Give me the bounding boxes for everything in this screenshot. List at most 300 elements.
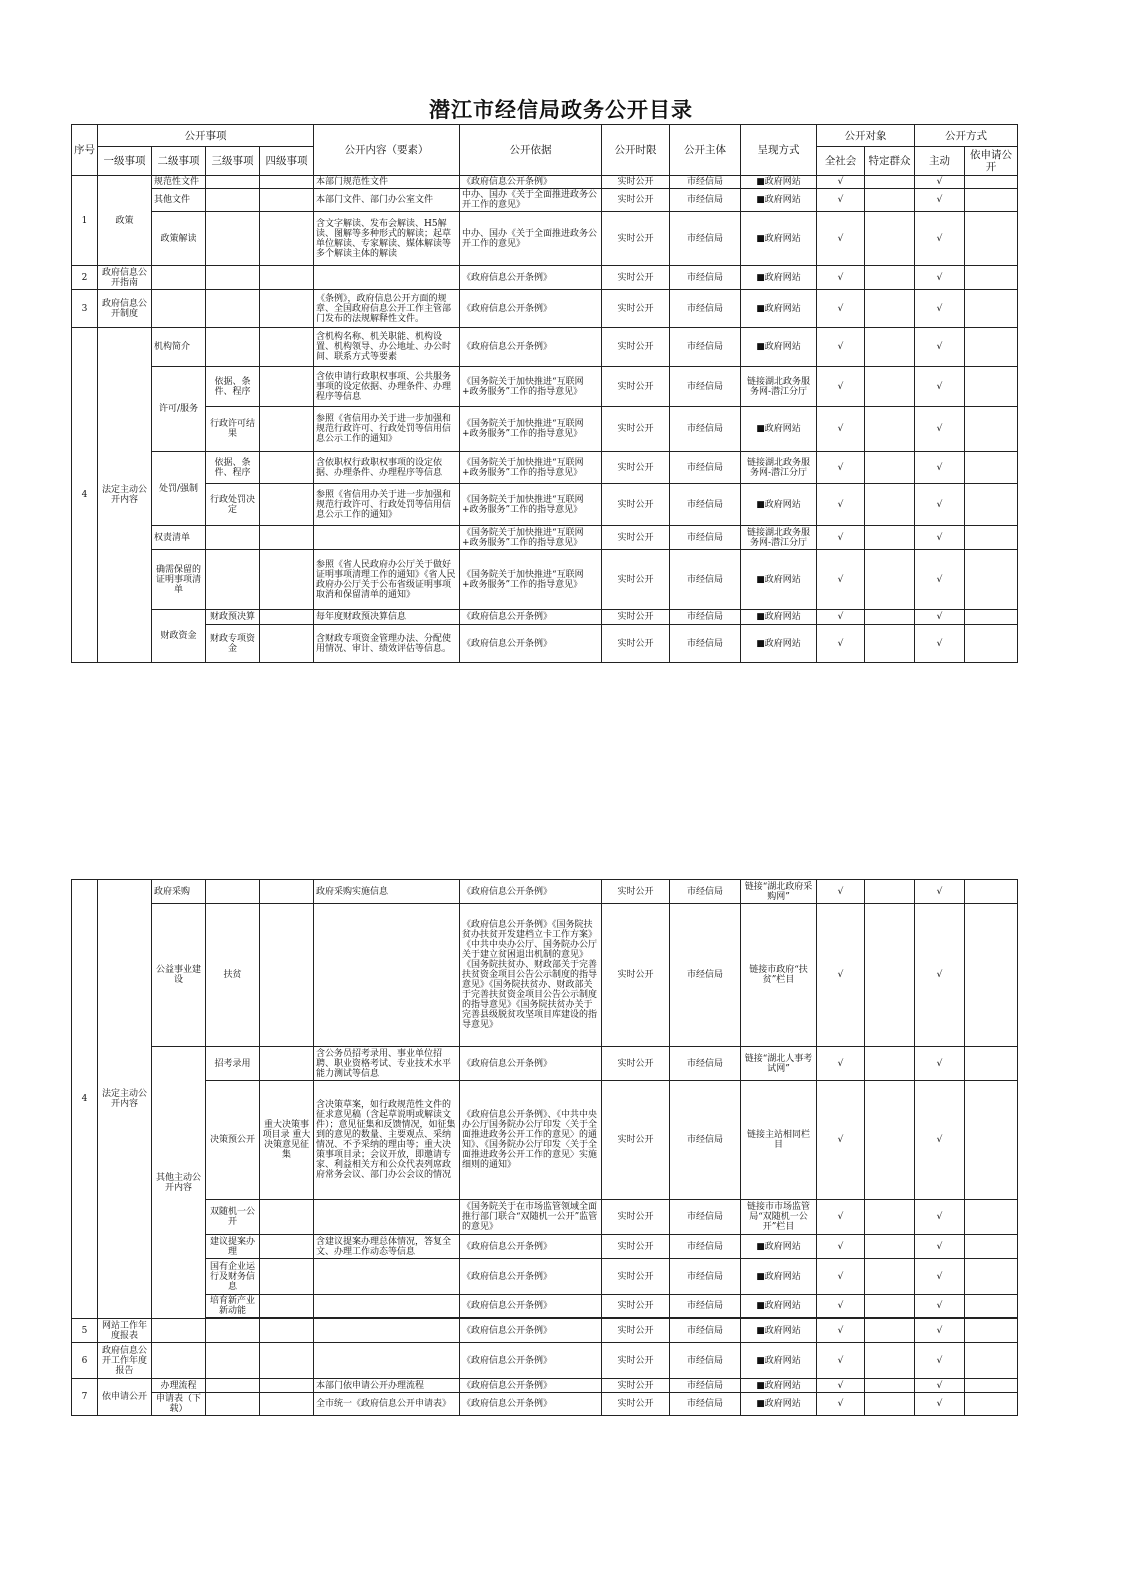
empty-cell [965,880,1018,904]
check-mark: √ [817,1047,865,1081]
row-number: 3 [72,290,98,328]
l3-cell: 培育新产业新动能 [206,1295,260,1318]
table-row [72,328,1018,367]
form-cell: ■政府网站 [741,1235,817,1259]
content-cell: 参照《省信用办关于进一步加强和规范行政许可、行政处罚等信用信息公示工作的通知》 [314,407,460,452]
form-cell: 链接湖北政务服务网-潜江分厅 [741,452,817,484]
l2-cell [152,290,206,328]
l3-cell [206,328,260,367]
l3-cell [206,189,260,212]
l3-cell [206,1379,260,1393]
check-mark: √ [915,610,965,625]
content-cell: 含依申请行政职权事项、公共服务事项的设定依据、办理条件、办理程序等信息 [314,367,460,407]
l4-cell [260,1319,314,1343]
table-row [72,1235,1018,1259]
l4-cell [260,1343,314,1379]
l4-cell [260,1393,314,1416]
check-mark: √ [817,266,865,290]
time-cell: 实时公开 [602,290,670,328]
l3-cell: 国有企业运行及财务信息 [206,1259,260,1295]
form-cell: ■政府网站 [741,328,817,367]
table-row [72,290,1018,328]
empty-cell [865,266,915,290]
form-cell: 链接“湖北人事考试网” [741,1047,817,1081]
header-seq: 序号 [72,125,98,176]
header-l2: 二级事项 [152,147,206,176]
content-cell: 含公务员招考录用、事业单位招聘、职业资格考试、专业技术水平能力测试等信息 [314,1047,460,1081]
table-row [72,1319,1018,1343]
time-cell: 实时公开 [602,1319,670,1343]
empty-cell [865,484,915,526]
check-mark: √ [915,1379,965,1393]
table-row [72,266,1018,290]
empty-cell [965,1235,1018,1259]
time-cell: 实时公开 [602,367,670,407]
table-row [72,1379,1018,1393]
subject-cell: 市经信局 [670,904,741,1047]
l2-cell: 申请表（下载） [152,1393,206,1416]
check-mark: √ [817,550,865,610]
row-number: 4 [72,880,98,1319]
subject-cell: 市经信局 [670,1343,741,1379]
time-cell: 实时公开 [602,526,670,550]
l1-cell: 依申请公开 [98,1379,152,1416]
row-number: 4 [72,328,98,663]
page-title: 潜江市经信局政务公开目录 [429,97,693,122]
row-number: 6 [72,1343,98,1379]
table-row [72,176,1018,189]
form-cell: ■政府网站 [741,176,817,189]
empty-cell [865,625,915,663]
check-mark: √ [915,625,965,663]
l4-cell [260,1295,314,1318]
check-mark: √ [817,189,865,212]
basis-cell: 《政府信息公开条例》 [460,290,602,328]
form-cell: 链接市市场监管局“双随机一公开”栏目 [741,1200,817,1235]
time-cell: 实时公开 [602,904,670,1047]
empty-cell [965,484,1018,526]
l3-cell: 决策预公开 [206,1081,260,1200]
form-cell: 链接市政府“扶贫”栏目 [741,904,817,1047]
l3-cell [206,880,260,904]
empty-cell [965,367,1018,407]
subject-cell: 市经信局 [670,212,741,266]
table-row [72,904,1018,1047]
l4-cell [260,1379,314,1393]
check-mark: √ [915,484,965,526]
l2-cell [152,266,206,290]
check-mark: √ [817,328,865,367]
subject-cell: 市经信局 [670,1379,741,1393]
catalog-table-page-1 [71,124,1018,663]
form-cell: ■政府网站 [741,266,817,290]
form-cell: 链接“湖北政府采购网” [741,880,817,904]
time-cell: 实时公开 [602,176,670,189]
empty-cell [865,880,915,904]
check-mark: √ [915,1200,965,1235]
empty-cell [865,1259,915,1295]
subject-cell: 市经信局 [670,290,741,328]
l1-cell: 法定主动公开内容 [98,328,152,663]
basis-cell: 《政府信息公开条例》《国务院扶贫办扶贫开发建档立卡工作方案》《中共中央办公厅、国务院办公厅关于建立贫困退出机制的意见》《国务院扶贫办、财政部关于完善扶贫资金项目公告公示制度的指导意见》《国务院扶贫办、财政部关于完善扶贫资金项目公告公示制度的指导意见》《国务院扶贫办关于完善县级脱贫攻坚项目库建设的指导意见》 [460,904,602,1047]
check-mark: √ [817,1259,865,1295]
check-mark: √ [915,1295,965,1318]
check-mark: √ [817,1319,865,1343]
check-mark: √ [817,526,865,550]
empty-cell [965,407,1018,452]
basis-cell: 《政府信息公开条例》、《中共中央办公厅国务院办公厅印发〈关于全面推进政务公开工作的意见〉的通知》、《国务院办公厅印发〈关于全面推进政务公开工作的意见〉实施细则的通知》 [460,1081,602,1200]
content-cell: 本部门规范性文件 [314,176,460,189]
time-cell: 实时公开 [602,1081,670,1200]
l3-cell: 财政专项资金 [206,625,260,663]
check-mark: √ [915,290,965,328]
empty-cell [865,1081,915,1200]
subject-cell: 市经信局 [670,1259,741,1295]
time-cell: 实时公开 [602,1295,670,1318]
empty-cell [965,1379,1018,1393]
header-items: 公开事项 [98,125,314,147]
row-number: 2 [72,266,98,290]
l4-cell [260,904,314,1047]
empty-cell [865,1295,915,1318]
empty-cell [865,1379,915,1393]
check-mark: √ [915,904,965,1047]
basis-cell: 《国务院关于加快推进“互联网+政务服务”工作的指导意见》 [460,484,602,526]
check-mark: √ [915,1047,965,1081]
check-mark: √ [817,212,865,266]
header-target: 公开对象 [817,125,915,147]
subject-cell: 市经信局 [670,189,741,212]
l3-cell [206,526,260,550]
l2-cell: 其他主动公开内容 [152,1047,206,1319]
subject-cell: 市经信局 [670,526,741,550]
check-mark: √ [817,1081,865,1200]
time-cell: 实时公开 [602,484,670,526]
form-cell: ■政府网站 [741,1259,817,1295]
subject-cell: 市经信局 [670,484,741,526]
check-mark: √ [817,1343,865,1379]
table-row [72,550,1018,610]
form-cell: 链接湖北政务服务网-潜江分厅 [741,526,817,550]
content-cell: 政府采购实施信息 [314,880,460,904]
time-cell: 实时公开 [602,189,670,212]
l4-cell [260,1200,314,1235]
content-cell: 参照《省人民政府办公厅关于做好证明事项清理工作的通知》《省人民政府办公厅关于公布省级证明事项取消和保留清单的通知》 [314,550,460,610]
l2-cell: 确需保留的证明事项清单 [152,550,206,610]
empty-cell [865,176,915,189]
basis-cell: 《政府信息公开条例》 [460,1379,602,1393]
l1-cell: 政府信息公开工作年度报告 [98,1343,152,1379]
table-row [72,367,1018,407]
empty-cell [965,1319,1018,1343]
basis-cell: 《政府信息公开条例》 [460,1319,602,1343]
l3-cell [206,212,260,266]
check-mark: √ [817,610,865,625]
check-mark: √ [817,407,865,452]
empty-cell [965,189,1018,212]
table-row [72,1259,1018,1295]
check-mark: √ [915,176,965,189]
l2-cell: 机构简介 [152,328,206,367]
basis-cell: 《政府信息公开条例》 [460,328,602,367]
empty-cell [965,550,1018,610]
time-cell: 实时公开 [602,212,670,266]
basis-cell: 《国务院关于加快推进“互联网+政务服务”工作的指导意见》 [460,452,602,484]
time-cell: 实时公开 [602,610,670,625]
basis-cell: 《政府信息公开条例》 [460,880,602,904]
time-cell: 实时公开 [602,328,670,367]
content-cell: 参照《省信用办关于进一步加强和规范行政许可、行政处罚等信用信息公示工作的通知》 [314,484,460,526]
l1-cell: 政府信息公开指南 [98,266,152,290]
basis-cell: 《国务院关于加快推进“互联网+政务服务”工作的指导意见》 [460,550,602,610]
basis-cell: 《国务院关于加快推进“互联网+政务服务”工作的指导意见》 [460,367,602,407]
empty-cell [965,1393,1018,1416]
empty-cell [965,328,1018,367]
form-cell: ■政府网站 [741,610,817,625]
header-method: 公开方式 [915,125,1018,147]
check-mark: √ [817,625,865,663]
empty-cell [965,1200,1018,1235]
l3-cell: 依据、条件、程序 [206,452,260,484]
check-mark: √ [817,1200,865,1235]
l3-cell: 扶贫 [206,904,260,1047]
empty-cell [865,1235,915,1259]
header-all: 全社会 [817,147,865,176]
time-cell: 实时公开 [602,1200,670,1235]
table-row [72,880,1018,904]
l3-cell: 招考录用 [206,1047,260,1081]
table-row [72,212,1018,266]
subject-cell: 市经信局 [670,1235,741,1259]
time-cell: 实时公开 [602,1259,670,1295]
table-row [72,1343,1018,1379]
l4-cell [260,328,314,367]
l1-cell: 政策 [98,176,152,266]
content-cell: 含文字解读、发布会解读、H5解读、图解等多种形式的解读；起草单位解读、专家解读、媒体解读等多个解读主体的解读 [314,212,460,266]
l1-cell: 政府信息公开制度 [98,290,152,328]
form-cell: 链接主站相同栏目 [741,1081,817,1200]
form-cell: ■政府网站 [741,1295,817,1318]
empty-cell [865,1343,915,1379]
l2-cell: 办理流程 [152,1379,206,1393]
content-cell: 含依职权行政职权事项的设定依据、办理条件、办理程序等信息 [314,452,460,484]
l4-cell [260,367,314,407]
subject-cell: 市经信局 [670,550,741,610]
l4-cell [260,550,314,610]
l4-cell [260,625,314,663]
basis-cell: 《国务院关于在市场监管领域全面推行部门联合“双随机一公开”监管的意见》 [460,1200,602,1235]
table-row [72,1295,1018,1318]
content-cell: 含决策草案，如行政规范性文件的征求意见稿（含起草说明或解读文件）；意见征集和反馈情况，如征集到的意见的数量、主要观点、采纳情况、不予采纳的理由等；重大决策事项目录；会议开放，即邀请专家、利益相关方和公众代表列席政府常务会议、部门办公会议的情况 [314,1081,460,1200]
subject-cell: 市经信局 [670,880,741,904]
time-cell: 实时公开 [602,407,670,452]
check-mark: √ [915,367,965,407]
subject-cell: 市经信局 [670,1319,741,1343]
form-cell: ■政府网站 [741,407,817,452]
subject-cell: 市经信局 [670,1393,741,1416]
empty-cell [965,290,1018,328]
l3-cell [206,1343,260,1379]
empty-cell [965,625,1018,663]
check-mark: √ [817,1295,865,1318]
basis-cell: 《政府信息公开条例》 [460,1047,602,1081]
empty-cell [865,610,915,625]
basis-cell: 中办、国办《关于全面推进政务公开工作的意见》 [460,212,602,266]
check-mark: √ [915,212,965,266]
basis-cell: 《政府信息公开条例》 [460,1343,602,1379]
l4-cell [260,407,314,452]
basis-cell: 《政府信息公开条例》 [460,625,602,663]
l1-cell: 法定主动公开内容 [98,880,152,1319]
content-cell [314,1319,460,1343]
empty-cell [865,328,915,367]
l2-cell: 政策解读 [152,212,206,266]
basis-cell: 《国务院关于加快推进“互联网+政务服务”工作的指导意见》 [460,407,602,452]
check-mark: √ [915,1343,965,1379]
empty-cell [865,189,915,212]
form-cell: ■政府网站 [741,189,817,212]
content-cell: 含建议提案办理总体情况，答复全文、办理工作动态等信息 [314,1235,460,1259]
subject-cell: 市经信局 [670,1200,741,1235]
subject-cell: 市经信局 [670,176,741,189]
l3-cell: 建议提案办理 [206,1235,260,1259]
check-mark: √ [817,1393,865,1416]
form-cell: ■政府网站 [741,290,817,328]
empty-cell [965,1047,1018,1081]
table-row [72,189,1018,212]
table-row [72,1081,1018,1200]
check-mark: √ [915,1319,965,1343]
table-row [72,610,1018,625]
form-cell: ■政府网站 [741,484,817,526]
time-cell: 实时公开 [602,1047,670,1081]
subject-cell: 市经信局 [670,452,741,484]
check-mark: √ [915,189,965,212]
form-cell: ■政府网站 [741,625,817,663]
l2-cell: 许可/服务 [152,367,206,452]
empty-cell [865,1319,915,1343]
form-cell: ■政府网站 [741,1319,817,1343]
empty-cell [865,1200,915,1235]
l4-cell: 重大决策事项目录 重大决策意见征集 [260,1081,314,1200]
table-row [72,484,1018,526]
check-mark: √ [817,290,865,328]
content-cell: 本部门文件、部门办公室文件 [314,189,460,212]
l3-cell [206,1393,260,1416]
l2-cell: 财政资金 [152,610,206,663]
l4-cell [260,526,314,550]
empty-cell [865,407,915,452]
empty-cell [865,1393,915,1416]
check-mark: √ [817,1235,865,1259]
l3-cell [206,550,260,610]
l4-cell [260,176,314,189]
time-cell: 实时公开 [602,452,670,484]
l3-cell [206,266,260,290]
basis-cell: 《政府信息公开条例》 [460,266,602,290]
content-cell [314,904,460,1047]
l3-cell: 双随机一公开 [206,1200,260,1235]
form-cell: ■政府网站 [741,1379,817,1393]
check-mark: √ [915,1081,965,1200]
l2-cell: 公益事业建设 [152,904,206,1047]
l3-cell: 行政许可结果 [206,407,260,452]
l4-cell [260,452,314,484]
check-mark: √ [915,1259,965,1295]
empty-cell [865,526,915,550]
header-active: 主动 [915,147,965,176]
content-cell [314,1259,460,1295]
time-cell: 实时公开 [602,880,670,904]
subject-cell: 市经信局 [670,1047,741,1081]
header-apply: 依申请公开 [965,147,1018,176]
l1-cell: 网站工作年度报表 [98,1319,152,1343]
row-number: 7 [72,1379,98,1416]
time-cell: 实时公开 [602,550,670,610]
l4-cell [260,212,314,266]
l3-cell: 行政处罚决定 [206,484,260,526]
basis-cell: 《政府信息公开条例》 [460,176,602,189]
check-mark: √ [915,328,965,367]
l2-cell [152,1343,206,1379]
subject-cell: 市经信局 [670,328,741,367]
basis-cell: 《政府信息公开条例》 [460,1295,602,1318]
l4-cell [260,610,314,625]
l2-cell: 处罚/强制 [152,452,206,526]
l3-cell: 依据、条件、程序 [206,367,260,407]
empty-cell [965,610,1018,625]
check-mark: √ [915,452,965,484]
l4-cell [260,880,314,904]
header-l1: 一级事项 [98,147,152,176]
check-mark: √ [915,1235,965,1259]
header-l3: 三级事项 [206,147,260,176]
subject-cell: 市经信局 [670,367,741,407]
content-cell: 《条例》，政府信息公开方面的规章、全国政府信息公开工作主管部门发布的法规解释性文件。 [314,290,460,328]
basis-cell: 《政府信息公开条例》 [460,1393,602,1416]
l2-cell: 规范性文件 [152,176,206,189]
l3-cell [206,176,260,189]
check-mark: √ [817,452,865,484]
content-cell: 含机构名称、机关职能、机构设置、机构领导、办公地址、办公时间、联系方式等要素 [314,328,460,367]
empty-cell [965,904,1018,1047]
content-cell: 每年度财政预决算信息 [314,610,460,625]
l2-cell: 政府采购 [152,880,206,904]
subject-cell: 市经信局 [670,1295,741,1318]
content-cell [314,1295,460,1318]
basis-cell: 《国务院关于加快推进“互联网+政务服务”工作的指导意见》 [460,526,602,550]
empty-cell [865,904,915,1047]
form-cell: ■政府网站 [741,550,817,610]
header-time: 公开时限 [602,125,670,176]
header-row [72,125,1018,147]
empty-cell [865,1047,915,1081]
time-cell: 实时公开 [602,1343,670,1379]
l4-cell [260,1235,314,1259]
table-row [72,1393,1018,1416]
content-cell [314,526,460,550]
empty-cell [865,452,915,484]
check-mark: √ [817,904,865,1047]
header-subject: 公开主体 [670,125,741,176]
catalog-table-page-2 [71,879,1018,1416]
check-mark: √ [915,1393,965,1416]
empty-cell [965,1259,1018,1295]
header-specific: 特定群众 [865,147,915,176]
time-cell: 实时公开 [602,1379,670,1393]
check-mark: √ [915,550,965,610]
l3-cell [206,290,260,328]
